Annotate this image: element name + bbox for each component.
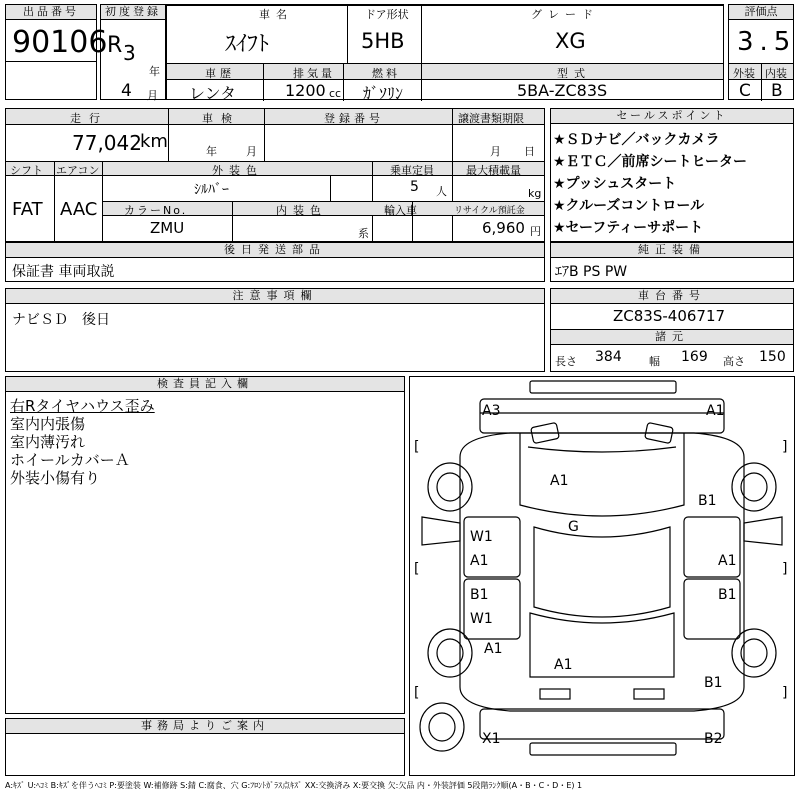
year-no: 3 [123, 41, 136, 65]
dims-label: 諸元 [551, 330, 793, 345]
legend: A:ｷｽﾞ U:ﾍｺﾐ B:ｷｽﾞを伴うﾍｺﾐ P:要塗装 W:補修跡 S:錆 C:腐食、穴 G:ﾌﾛﾝﾄｶﾞﾗｽ点ｷｽﾞ XX:交換済み X:要交換 欠:欠品 内・外装評価 5段階ﾗﾝｸ順(A・B・C・D・E) 1 [5, 781, 583, 790]
damage-mark: B1 [470, 587, 489, 603]
transfer-label: 譲渡書類期限 [458, 112, 524, 125]
damage-mark: A1 [554, 657, 573, 673]
svg-text:]: ] [782, 561, 788, 577]
chassis-label: 車台番号 [551, 289, 793, 304]
recycle-unit: 円 [530, 225, 541, 238]
ext-grade: C [739, 81, 751, 101]
inspector-line: 右Rタイヤハウス歪み [10, 397, 155, 415]
score: 3.5 [737, 27, 797, 57]
office-label: 事務局よりご案内 [6, 719, 404, 734]
lot-label: 出品番号 [6, 5, 96, 20]
notes-label: 注意事項欄 [6, 289, 544, 304]
int-grade: B [771, 81, 783, 101]
mileage: 77,042 [72, 131, 142, 155]
year-unit: 年 [149, 65, 160, 78]
intcolor-label: 内装色 [276, 204, 327, 217]
history-label: 車歴 [205, 67, 235, 80]
notes-box [5, 288, 545, 372]
int-label: 内装 [765, 67, 787, 80]
fuel-label: 燃料 [372, 67, 400, 80]
svg-text:]: ] [782, 439, 788, 455]
month-unit: 月 [147, 89, 158, 102]
recycle-fee: 6,960 [482, 219, 525, 237]
damage-mark: X1 [482, 731, 501, 747]
recycle-label: リサイクル預託金 [454, 206, 525, 216]
grade: XG [555, 29, 586, 53]
regno-label: 登録番号 [324, 112, 384, 125]
inspect-month: 月 [246, 145, 257, 158]
inspector-label: 検査員記入欄 [6, 377, 404, 392]
load-label: 最大積載量 [466, 164, 521, 177]
inspector-line: ホイールカバーＡ [10, 451, 130, 469]
width: 169 [681, 349, 708, 365]
car-outline [410, 377, 794, 775]
mileage-unit: km [140, 131, 168, 152]
chassis-number: ZC83S-406717 [613, 307, 726, 325]
damage-mark: B1 [704, 675, 723, 691]
damage-mark: W1 [470, 529, 493, 545]
inspector-line: 外装小傷有り [10, 469, 101, 487]
sales-item: ★ＥＴＣ／前席シートヒーター [553, 154, 747, 170]
colorno: ZMU [150, 219, 185, 237]
color-label: 外装色 [212, 164, 263, 177]
damage-mark: W1 [470, 611, 493, 627]
sales-item: ★プッシュスタート [553, 176, 677, 192]
era: R [107, 33, 123, 58]
damage-mark: B1 [698, 493, 717, 509]
svg-text:]: ] [782, 685, 788, 701]
history: レンタ [189, 84, 236, 103]
svg-text:[: [ [414, 439, 420, 455]
ac: AAC [60, 199, 98, 220]
chassis-box [550, 288, 794, 372]
damage-mark: A3 [482, 403, 501, 419]
wid-label: 幅 [649, 355, 660, 368]
shift-label: シフト [10, 164, 43, 177]
sales-item: ★クルーズコントロール [553, 198, 705, 214]
displacement: 1200 [285, 81, 326, 100]
inspect-year: 年 [206, 145, 217, 158]
svg-text:[: [ [414, 685, 420, 701]
registration-box [100, 4, 166, 100]
fuel: ｶﾞｿﾘﾝ [363, 84, 404, 103]
later-parts: 保証書 車両取説 [12, 264, 115, 280]
door-label: ドア形状 [365, 8, 409, 21]
car-diagram [409, 376, 795, 776]
transfer-day: 日 [524, 145, 535, 158]
model: 5BA-ZC83S [517, 81, 608, 100]
door-type: 5HB [361, 29, 405, 53]
damage-mark: A1 [718, 553, 737, 569]
intcolor-unit: 系 [358, 227, 369, 240]
mileage-label: 走行 [70, 112, 108, 125]
score-box [728, 4, 797, 101]
import-label: 輸入車 [384, 204, 417, 217]
car-name-label: 車名 [259, 8, 293, 21]
sales-item: ★ＳＤナビ／バックカメラ [553, 132, 720, 148]
disp-label: 排気量 [293, 67, 335, 80]
ext-label: 外装 [733, 67, 755, 80]
sales-item: ★セーフティーサポート [553, 220, 704, 236]
genuine-box [550, 242, 794, 282]
transfer-month: 月 [490, 145, 501, 158]
colorno-label: カラーNo. [124, 204, 188, 217]
genuine-label: 純正装備 [551, 243, 793, 258]
damage-mark: A1 [484, 641, 503, 657]
info-box [5, 108, 545, 242]
sales-box [550, 108, 794, 242]
inspector-box [5, 376, 405, 714]
grade-label: グレード [531, 8, 599, 21]
seats-label: 乗車定員 [390, 164, 434, 177]
month-no: 4 [121, 81, 132, 101]
length: 384 [595, 349, 622, 365]
lot-box [5, 4, 108, 100]
damage-mark: A1 [550, 473, 569, 489]
shift: FAT [12, 199, 43, 220]
damage-mark: G [568, 519, 579, 535]
score-label: 評価点 [729, 5, 793, 20]
inspect-label: 車検 [202, 112, 240, 125]
model-label: 型式 [557, 67, 591, 80]
load-unit: kg [528, 187, 542, 200]
registration-label: 初度登録 [101, 5, 165, 20]
seats-unit: 人 [436, 185, 447, 198]
len-label: 長さ [555, 355, 577, 368]
inspector-line: 室内薄汚れ [10, 433, 86, 451]
notes: ナビＳＤ 後日 [12, 312, 110, 328]
disp-unit: cc [329, 87, 342, 100]
office-box [5, 718, 405, 776]
damage-mark: B1 [718, 587, 737, 603]
genuine-equipment: ｴｱB PS PW [555, 264, 628, 280]
later-parts-box [5, 242, 545, 282]
ac-label: エアコン [56, 164, 100, 177]
hgt-label: 高さ [723, 355, 745, 368]
height: 150 [759, 349, 786, 365]
sales-label: セールスポイント [551, 109, 793, 124]
damage-mark: B2 [704, 731, 723, 747]
svg-text:[: [ [414, 561, 420, 577]
car-box [166, 4, 724, 103]
later-parts-label: 後日発送部品 [6, 243, 544, 258]
color: ｼﾙﾊﾞｰ [194, 182, 229, 198]
seats: 5 [410, 179, 419, 195]
lot-number: 90106 [12, 25, 108, 60]
damage-mark: A1 [706, 403, 725, 419]
inspector-line: 室内内張傷 [10, 415, 86, 433]
car-name: ｽｲﾌﾄ [225, 32, 270, 57]
damage-mark: A1 [470, 553, 489, 569]
